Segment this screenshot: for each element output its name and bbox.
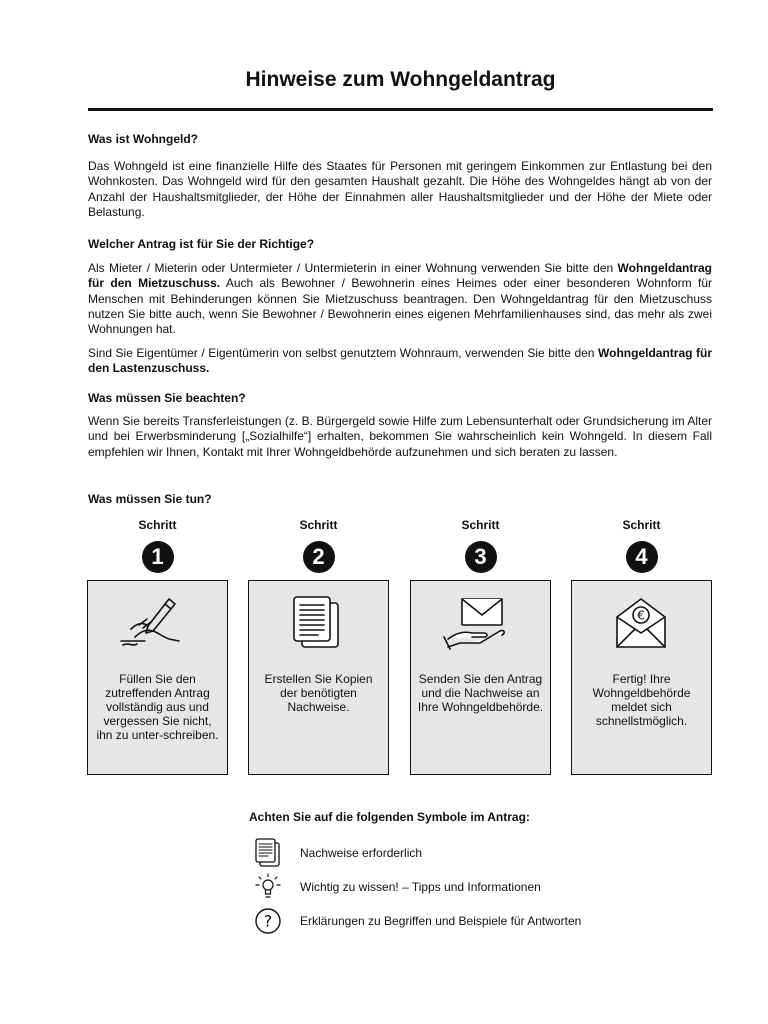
heading-what-to-do: Was müssen Sie tun? — [88, 492, 212, 506]
heading-what-to-consider: Was müssen Sie beachten? — [88, 391, 246, 405]
documents-copy-icon — [278, 595, 358, 651]
legend-text: Nachweise erforderlich — [300, 846, 423, 860]
step-box-4 — [571, 580, 712, 775]
heading-what-is-wohngeld: Was ist Wohngeld? — [88, 132, 198, 146]
step-number-badge: 3 — [465, 541, 497, 573]
page-title: Hinweise zum Wohngeldantrag — [245, 68, 556, 91]
envelope-hand-icon — [440, 595, 520, 651]
step-label: Schritt — [461, 518, 500, 532]
title-divider — [88, 108, 713, 111]
bold-lastenzuschuss: Wohngeldantrag für den Lastenzuschuss. — [88, 346, 712, 376]
step-description: Füllen Sie den zutreffenden Antrag vollständig aus und vergessen Sie nicht, ihn zu unter-schreiben. — [96, 672, 219, 742]
step-description: Erstellen Sie Kopien der benötigten Nachweise. — [264, 672, 373, 714]
step-box-2 — [248, 580, 389, 775]
step-number-badge: 1 — [142, 541, 174, 573]
paragraph-mietzuschuss: Als Mieter / Mieterin oder Untermieter / Untermieterin in einer Wohnung verwenden Sie bitte den Wohngeldantrag für den Mietzuschuss. Auch als Bewohner / Bewohnerin eines Heimes oder einer besonderen Wohnform für Menschen mit Behinderungen können Sie Mietzuschuss beantragen. Den Wohngeldantrag für den Mietzuschuss nutzen Sie bitte auch, wenn Sie Bewohner / Bewohnerin eines eigenen Mehrfamilienhauses sind, das mehr als zwei Wohnungen hat. — [88, 261, 712, 337]
documents-icon — [252, 838, 284, 868]
paragraph-what-is-wohngeld: Das Wohngeld ist eine finanzielle Hilfe des Staates für Personen mit geringem Einkommen zur Entlastung bei den Wohnkosten. Das Wohngeld wird für den gesamten Haushalt gezahlt. Die Höhe des Wohngeldes hängt ab von der Anzahl der Haushaltsmitglieder, der Höhe der Einnahmen aller Haushaltsmitglieder und der Höhe der Miete oder Belastung. — [88, 159, 712, 219]
pen-hand-icon — [117, 595, 197, 651]
heading-which-application: Welcher Antrag ist für Sie der Richtige? — [88, 237, 315, 251]
bold-mietzuschuss: Wohngeldantrag für den Mietzuschuss. — [88, 261, 712, 291]
step-number-badge: 4 — [626, 541, 658, 573]
paragraph-lastenzuschuss: Sind Sie Eigentümer / Eigentümerin von selbst genutztem Wohnraum, verwenden Sie bitte den Wohngeldantrag für den Lastenzuschuss. — [88, 346, 712, 376]
legend-text: Wichtig zu wissen! – Tipps und Informationen — [300, 880, 541, 894]
step-description: Senden Sie den Antrag und die Nachweise an Ihre Wohngeldbehörde. — [417, 672, 544, 714]
step-label: Schritt — [622, 518, 661, 532]
paragraph-what-to-consider: Wenn Sie bereits Transferleistungen (z. B. Bürgergeld sowie Hilfe zum Lebensunterhalt oder Grundsicherung im Alter und bei Erwerbsminderung [„Sozialhilfe“] erhalten, bekommen Sie wahrscheinlich kein Wohngeld. In diesem Fall empfehlen wir Ihnen, Kontakt mit Ihrer Wohngeldbehörde aufzunehmen und sich beraten zu lassen. — [88, 414, 712, 459]
step-header-4 — [571, 518, 712, 573]
legend-title: Achten Sie auf die folgenden Symbole im Antrag: — [249, 810, 530, 824]
step-header-2 — [248, 518, 389, 573]
question-icon — [252, 906, 284, 936]
step-label: Schritt — [299, 518, 338, 532]
euro-envelope-icon — [601, 595, 681, 651]
lightbulb-icon — [252, 872, 284, 902]
svg-text:?: ? — [263, 911, 273, 931]
step-label: Schritt — [138, 518, 177, 532]
legend-text: Erklärungen zu Begriffen und Beispiele für Antworten — [300, 914, 582, 928]
step-number-badge: 2 — [303, 541, 335, 573]
step-header-1 — [87, 518, 228, 573]
step-description: Fertig! Ihre Wohngeldbehörde meldet sich schnellstmöglich. — [592, 672, 691, 728]
step-box-1 — [87, 580, 228, 775]
svg-text:€: € — [637, 608, 645, 623]
step-header-3 — [410, 518, 551, 573]
step-box-3 — [410, 580, 551, 775]
